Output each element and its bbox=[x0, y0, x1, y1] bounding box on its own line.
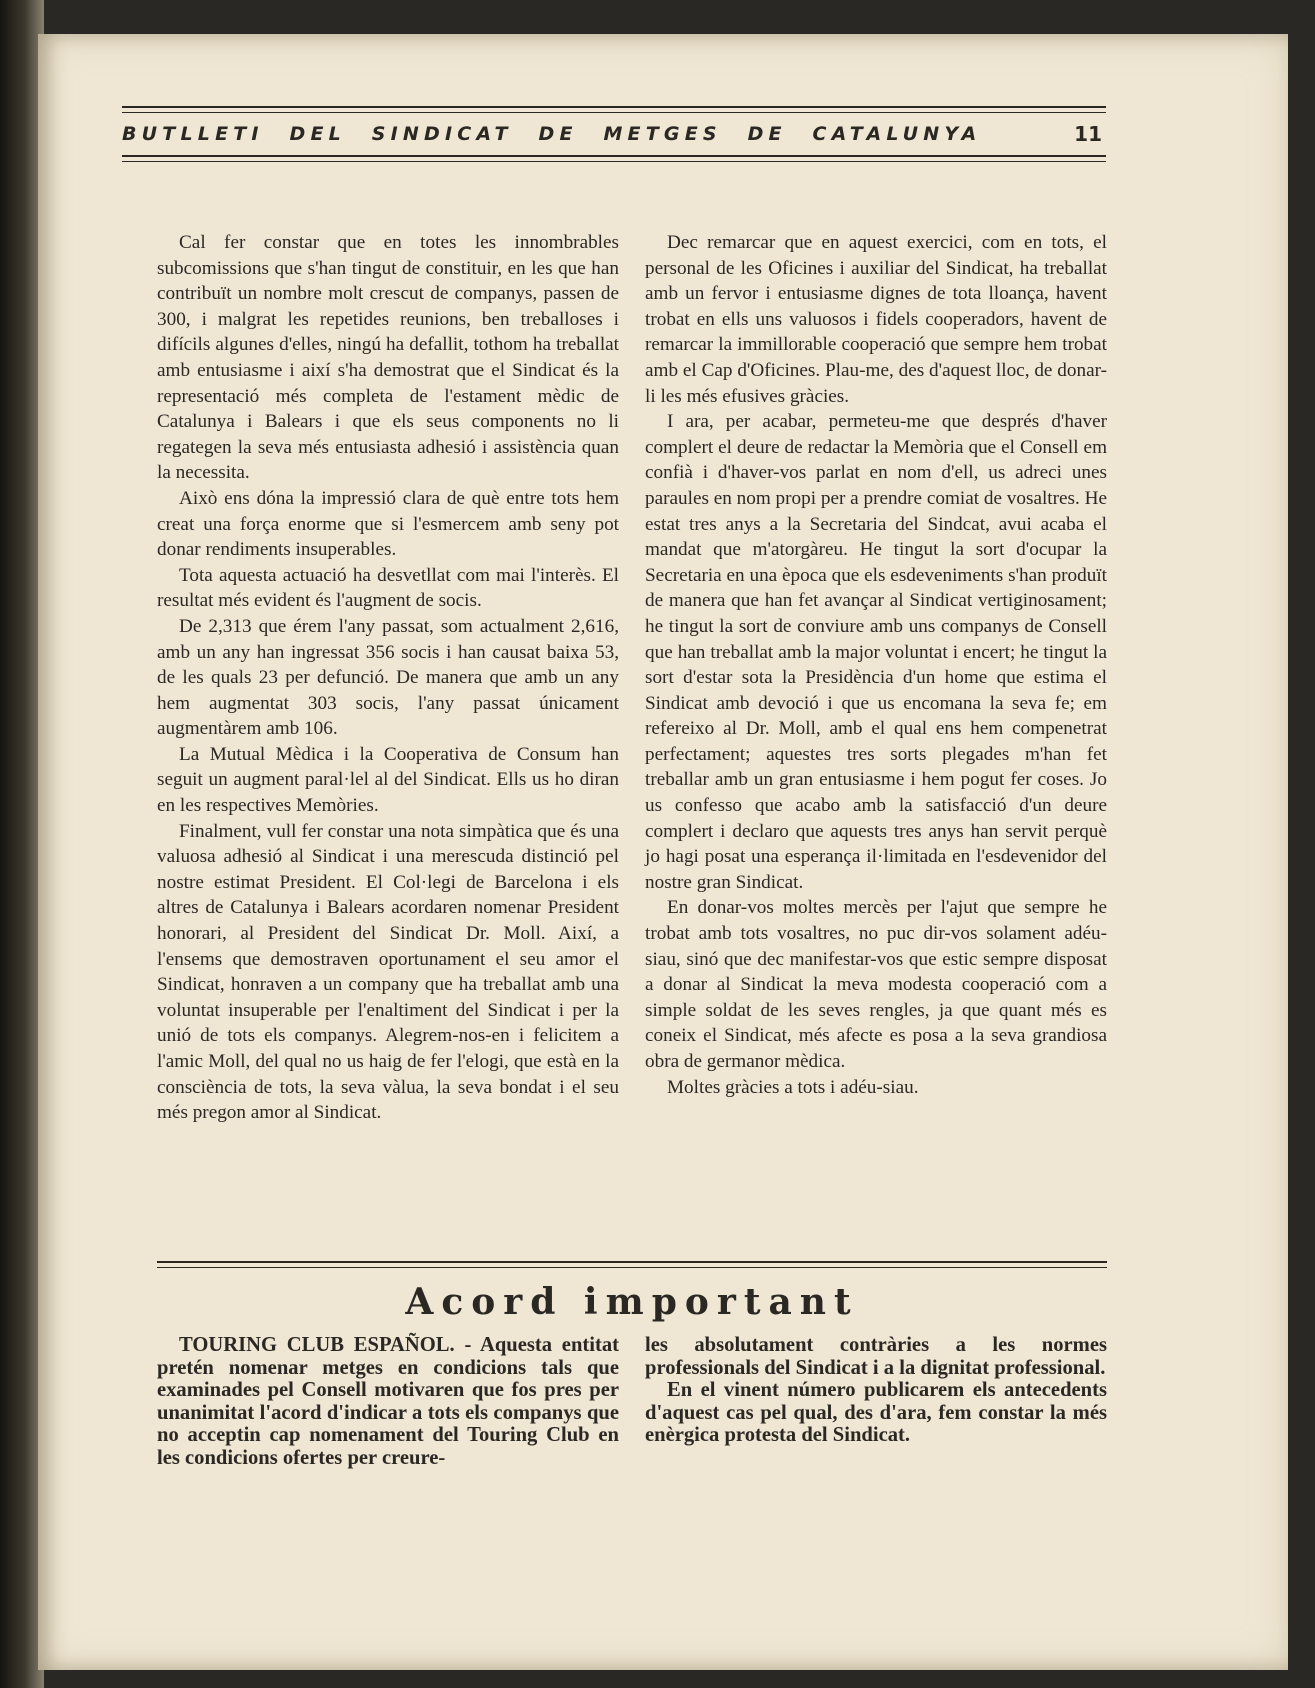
paragraph: Finalment, vull fer constar una nota simpàtica que és una valuosa adhesió al Sindicat i una merescuda distinció pel nostre estimat President. El Col·legi de Barcelona i els altres de Catalunya i Balears acordaren nomenar President honorari, al President del Sindicat Dr. Moll. Així, a l'ensems que demostraven oportunament el seu amor el Sindicat, honraven a un company que ha treballat amb una voluntat insuperable per l'enaltiment del Sindicat i per la unió de tots els companys. Alegrem-nos-en i felicitem a l'amic Moll, del qual no us haig de fer l'elogi, que està en la consciència de tots, la seva vàlua, la seva bondat i el seu més pregon amor al Sindicat. bbox=[157, 820, 619, 1124]
running-title: BUTLLETI DEL SINDICAT DE METGES DE CATALUNYA bbox=[122, 123, 982, 145]
left-column bbox=[157, 230, 619, 1126]
paragraph: I ara, per acabar, permeteu-me que després d'haver complert el deure de redactar la Memòria que el Consell em confià i d'haver-vos parlat en nom d'ell, us adreci unes paraules en nom propi per a prendre comiat de vosaltres. He estat tres anys a la Secretaria del Sindcat, avui acaba el mandat que m'atorgàreu. He tingut la sort d'ocupar la Secretaria en una època que els esdeveniments s'han produït de manera que han fet avançar al Sindicat vertiginosament; he tingut la sort de conviure amb uns companys de Consell que han treballat amb la major voluntat i encert; he tingut la sort d'estar sota la Presidència d'un home que estima el Sindicat amb devoció i que us encomana la seva fe; em refereixo al Dr. Moll, amb el qual ens hem compenetrat perfectament; aquestes tres sorts plegades m'han fet treballar amb un gran entusiasme i hem pogut fer coses. Jo us confesso que acabo amb la satisfacció d'un deure complert i declaro que aquests tres anys han servit perquè jo hagi posat una esperança il·limitada en l'esdevenidor del nostre gran Sindicat. bbox=[645, 411, 1107, 893]
acord-right-column bbox=[645, 1334, 1107, 1470]
header-top-rule bbox=[122, 106, 1106, 113]
paragraph: Moltes gràcies a tots i adéu-siau. bbox=[667, 1076, 919, 1098]
paragraph: En donar-vos moltes mercès per l'ajut que sempre he trobat amb tots vosaltres, no puc dir-vos solament adéu-siau, sinó que dec manifestar-vos que estic sempre disposat a donar al Sindicat la meva modesta cooperació com a simple soldat de les seves rengles, ja que quant més es coneix el Sindicat, més afecte es posa a la seva grandiosa obra de germanor mèdica. bbox=[645, 897, 1107, 1072]
paragraph: Tota aquesta actuació ha desvetllat com mai l'interès. El resultat més evident és l'augment de socis. bbox=[157, 564, 619, 612]
section-separator bbox=[157, 1261, 1107, 1268]
right-column bbox=[645, 230, 1107, 1126]
paragraph: Dec remarcar que en aquest exercici, com en tots, el personal de les Oficines i auxiliar del Sindicat, ha treballat amb un fervor i entusiasme dignes de tota lloança, havent trobat en ells uns valuosos i fidels cooperadors, havent de remarcar la immillorable cooperació que sempre hem trobat amb el Cap d'Oficines. Plau-me, des d'aquest lloc, de donar-li les més efusives gràcies. bbox=[645, 232, 1107, 407]
paragraph: TOURING CLUB ESPAÑOL. - Aquesta entitat pretén nomenar metges en condicions tals que examinades pel Consell motivaren que fos pres per unanimitat l'acord d'indicar a tots els companys que no acceptin cap nomenament del Touring Club en les condicions ofertes per creure- bbox=[157, 1334, 619, 1469]
header-bottom-rule bbox=[122, 155, 1106, 162]
running-header bbox=[122, 106, 1106, 162]
separator-rule bbox=[157, 1261, 1107, 1268]
paragraph: Cal fer constar que en totes les innombrables subcomissions que s'han tingut de constituir, en les que han contribuït un nombre molt crescut de companys, passen de 300, i malgrat les repetides reunions, ben treballoses i difícils algunes d'elles, ningú ha defallit, tothom ha treballat amb entusiasme i així s'ha demostrat que el Sindicat és la representació més completa de l'estament mèdic de Catalunya i Balears i que els seus components no li regategen la seva més entusiasta adhesió i assistència quan la necessita. bbox=[157, 232, 619, 484]
section-title: Acord important bbox=[405, 1281, 859, 1323]
paragraph: En el vinent número publicarem els antecedents d'aquest cas pel qual, des d'ara, fem constar la més enèrgica protesta del Sindicat. bbox=[645, 1379, 1107, 1447]
body-columns bbox=[157, 230, 1107, 1126]
paragraph: Això ens dóna la impressió clara de què entre tots hem creat una força enorme que si l'esmercem amb seny pot donar rendiments insuperables. bbox=[157, 487, 619, 561]
acord-left-column bbox=[157, 1334, 619, 1470]
paragraph: La Mutual Mèdica i la Cooperativa de Consum han seguit un augment paral·lel al del Sindicat. Ells us ho diran en les respectives Memòries. bbox=[157, 743, 619, 817]
page-number: 11 bbox=[1074, 122, 1102, 146]
header-line bbox=[122, 113, 1106, 155]
paragraph: les absolutament contràries a les normes professionals del Sindicat i a la dignitat professional. bbox=[645, 1334, 1107, 1379]
paragraph: De 2,313 que érem l'any passat, som actualment 2,616, amb un any han ingressat 356 socis i han causat baixa 53, de les quals 23 per defunció. De manera que amb un any hem augmentat 303 socis, l'any passat únicament augmentàrem amb 106. bbox=[157, 615, 619, 740]
acord-columns bbox=[157, 1334, 1107, 1470]
